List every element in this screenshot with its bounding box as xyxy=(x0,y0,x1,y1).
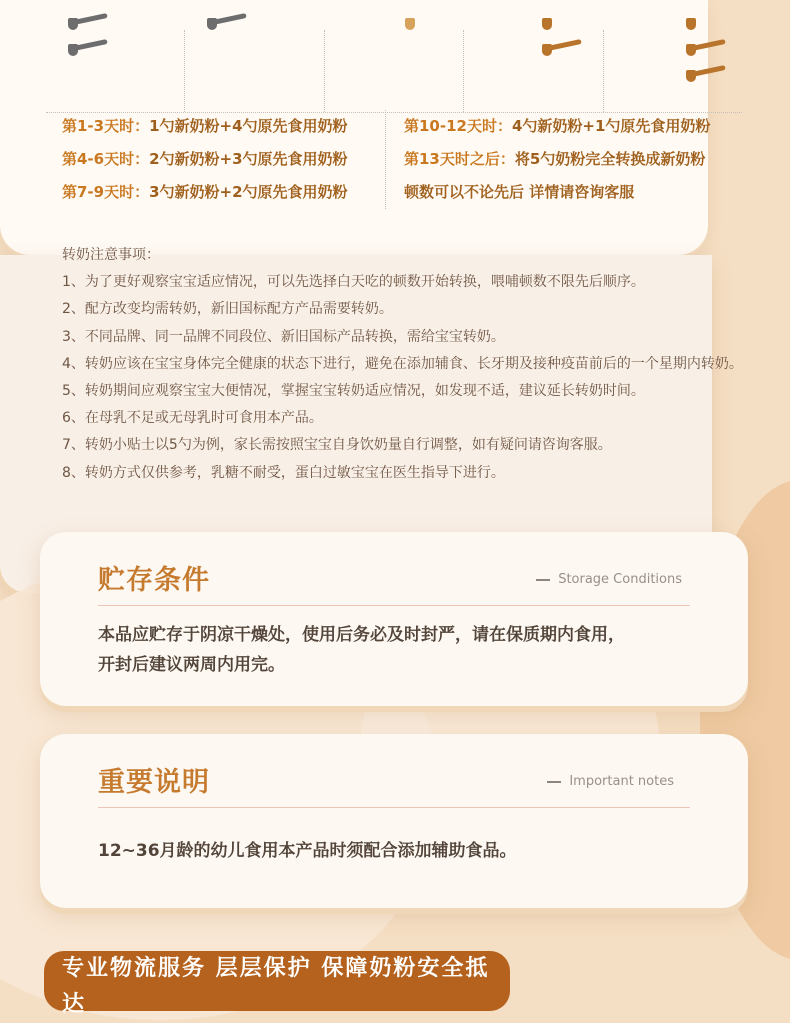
important-divider xyxy=(98,807,690,808)
note-item: 3、不同品牌、同一品牌不同段位、新旧国标产品转换，需给宝宝转奶。 xyxy=(62,328,505,345)
scoop-column-3 xyxy=(325,30,464,112)
note-item: 6、在母乳不足或无母乳时可食用本产品。 xyxy=(62,410,323,427)
scoop-illustration-row xyxy=(46,30,742,112)
step-row: 第13天时之后：将5勺奶粉完全转换成新奶粉 xyxy=(404,150,706,168)
step-row: 第1-3天时：1勺新奶粉+4勺原先食用奶粉 xyxy=(62,117,348,135)
storage-body-line: 开封后建议两周内用完。 xyxy=(98,655,285,675)
important-title: 重要说明 xyxy=(98,767,210,798)
scoop-icon xyxy=(542,18,584,30)
scoop-column-1 xyxy=(46,30,185,112)
storage-subtitle: Storage Conditions xyxy=(536,572,682,587)
note-item: 8、转奶方式仅供参考，乳糖不耐受，蛋白过敏宝宝在医生指导下进行。 xyxy=(62,464,505,481)
scoop-icon xyxy=(686,44,728,56)
storage-title: 贮存条件 xyxy=(98,565,210,596)
step-row: 第10-12天时：4勺新奶粉+1勺原先食用奶粉 xyxy=(404,117,711,135)
note-item: 7、转奶小贴士以5勺为例，家长需按照宝宝自身饮奶量自行调整，如有疑问请咨询客服。 xyxy=(62,437,612,454)
storage-conditions-card xyxy=(40,532,748,706)
conversion-notes xyxy=(62,242,743,487)
note-item: 2、配方改变均需转奶，新旧国标配方产品需要转奶。 xyxy=(62,301,393,318)
storage-divider xyxy=(98,605,690,606)
step-row: 第7-9天时：3勺新奶粉+2勺原先食用奶粉 xyxy=(62,183,348,201)
note-item: 1、为了更好观察宝宝适应情况，可以先选择白天吃的顿数开始转换，喂哺顿数不限先后顺序。 xyxy=(62,274,645,291)
scoop-icon xyxy=(405,18,447,30)
storage-body-line: 本品应贮存于阴凉干燥处，使用后务必及时封严，请在保质期内食用， xyxy=(98,625,625,645)
scoop-icon xyxy=(68,18,110,30)
scoop-column-2 xyxy=(185,30,324,112)
important-body: 12~36月龄的幼儿食用本产品时须配合添加辅助食品。 xyxy=(98,841,517,861)
step-row: 第4-6天时：2勺新奶粉+3勺原先食用奶粉 xyxy=(62,150,348,168)
scoop-icon xyxy=(542,44,584,56)
scoop-column-5 xyxy=(604,30,742,112)
scoop-column-4 xyxy=(464,30,603,112)
notes-title: 转奶注意事项： xyxy=(62,247,160,263)
logistics-banner: 专业物流服务 层层保护 保障奶粉安全抵达 xyxy=(44,951,510,1011)
conversion-steps-right xyxy=(386,110,710,209)
important-notes-card xyxy=(40,734,748,908)
note-item: 5、转奶期间应观察宝宝大便情况，掌握宝宝转奶适应情况，如发现不适，建议延长转奶时间。 xyxy=(62,383,645,400)
scoop-icon xyxy=(686,18,728,30)
scoop-icon xyxy=(207,18,249,30)
scoop-icon xyxy=(68,44,110,56)
note-item: 4、转奶应该在宝宝身体完全健康的状态下进行，避免在添加辅食、长牙期及接种疫苗前后的一个星期内转奶。 xyxy=(62,355,743,372)
storage-body xyxy=(98,620,702,680)
scoop-icon xyxy=(686,70,728,82)
important-subtitle: Important notes xyxy=(547,774,674,789)
conversion-steps-left xyxy=(62,110,386,209)
conversion-steps xyxy=(62,110,742,209)
step-row: 顿数可以不论先后 详情请咨询客服 xyxy=(404,183,635,201)
